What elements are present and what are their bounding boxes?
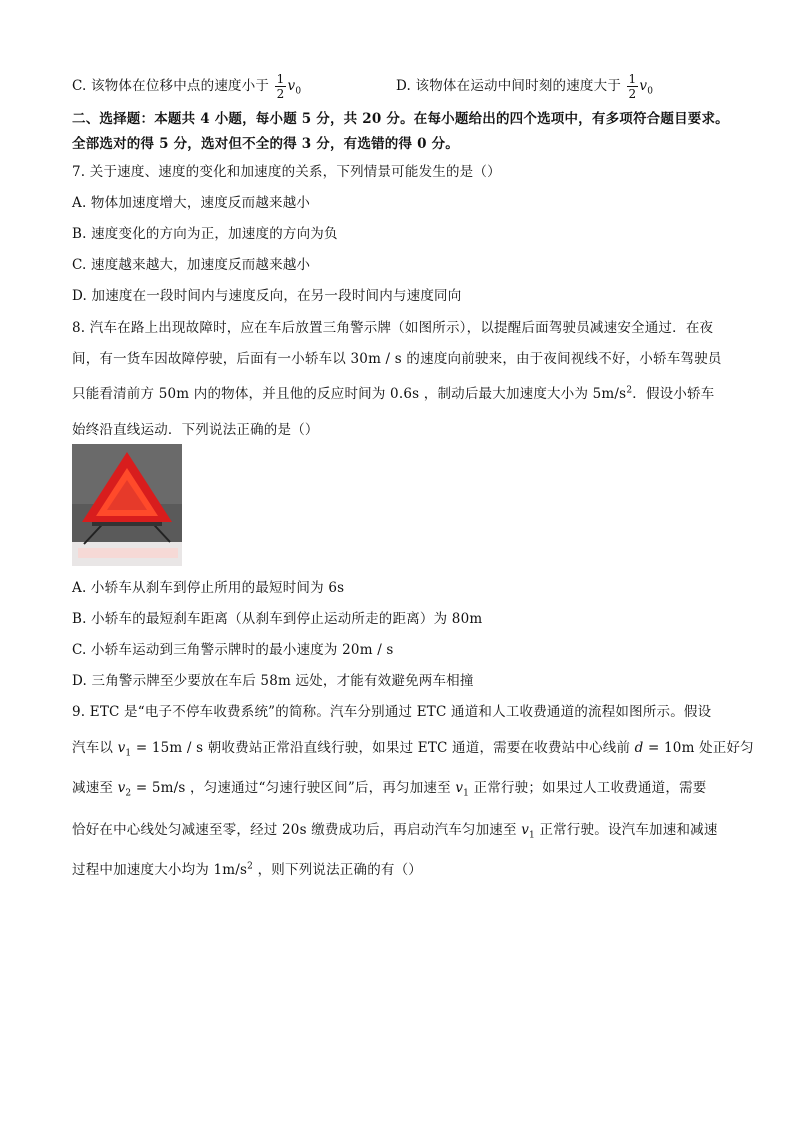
var-v: v <box>117 740 126 756</box>
q7-stem: 7. 关于速度、速度的变化和加速度的关系，下列情景可能发生的是（） <box>72 164 501 180</box>
var-v: v <box>455 780 464 796</box>
q6-option-c-text: C. 该物体在位移中点的速度小于 <box>72 78 270 94</box>
q7-option-b: B. 速度变化的方向为正，加速度的方向为负 <box>72 226 338 242</box>
q8-option-d: D. 三角警示牌至少要放在车后 58m 远处，才能有效避免两车相撞 <box>72 673 474 689</box>
q9-line3-a: 减速至 <box>72 780 118 796</box>
q8-option-c: C. 小轿车运动到三角警示牌时的最小速度为 20m / s <box>72 642 394 658</box>
q9-line4 <box>72 818 718 841</box>
q9-line1: 9. ETC 是“电子不停车收费系统”的简称。汽车分别通过 ETC 通道和人工收费通道的流程如图所示。假设 <box>72 704 712 720</box>
section2-line2: 全部选对的得 5 分，选对但不全的得 3 分，有选错的得 0 分。 <box>72 136 459 152</box>
q8-stem-line4: 始终沿直线运动．下列说法正确的是（） <box>72 422 319 438</box>
q8-stem-line2: 间，有一货车因故障停驶，后面有一小轿车以 30m / s 的速度向前驶来，由于夜间视线不好，小轿车驾驶员 <box>72 351 722 367</box>
q9-line2-c: = 10m 处正好匀 <box>643 740 754 756</box>
frac-num: 1 <box>276 72 285 86</box>
q9-line2-b: = 15m / s 朝收费站正常沿直线行驶，如果过 ETC 通道，需要在收费站中心线前 <box>131 740 635 756</box>
var-d: d <box>634 740 644 756</box>
subscript: 1 <box>463 788 470 799</box>
q9-line5-a: 过程中加速度大小均为 1m/s <box>72 862 248 878</box>
frac-den: 2 <box>628 87 637 101</box>
var-v: v <box>287 78 296 94</box>
fraction <box>627 72 639 101</box>
q9-line5-b: ，则下列说法正确的有（） <box>253 862 423 878</box>
frac-num: 1 <box>628 72 637 86</box>
warning-triangle-photo <box>72 444 182 566</box>
q8-stem-line3-b: ．假设小轿车 <box>632 386 715 402</box>
subscript: 0 <box>295 86 302 97</box>
q6-option-d-text: D. 该物体在运动中间时刻的速度大于 <box>396 78 622 94</box>
q8-stem-line3-a: 只能看清前方 50m 内的物体，并且他的反应时间为 0.6s ，制动后最大加速度大小为 5m/s <box>72 386 627 402</box>
fraction <box>275 72 287 101</box>
q9-line4-b: 正常行驶。设汽车加速和减速 <box>534 822 718 838</box>
var-v: v <box>117 780 126 796</box>
q7-option-d: D. 加速度在一段时间内与速度反向，在另一段时间内与速度同向 <box>72 288 462 304</box>
warning-triangle-icon <box>72 444 182 566</box>
q9-line4-a: 恰好在中心线处匀减速至零，经过 20s 缴费成功后，再启动汽车匀加速至 <box>72 822 522 838</box>
section2-line1: 二、选择题：本题共 4 小题，每小题 5 分，共 20 分。在每小题给出的四个选项中，有多项符合题目要求。 <box>72 111 729 127</box>
q9-line3-c: 正常行驶；如果过人工收费通道，需要 <box>469 780 707 796</box>
q9-line5 <box>72 858 422 878</box>
q7-option-a: A. 物体加速度增大，速度反而越来越小 <box>72 195 311 211</box>
q8-option-a: A. 小轿车从刹车到停止所用的最短时间为 6s <box>72 580 345 596</box>
superscript: 2 <box>626 385 633 396</box>
q8-stem-line1: 8. 汽车在路上出现故障时，应在车后放置三角警示牌（如图所示），以提醒后面驾驶员减速安全通过．在夜 <box>72 320 714 336</box>
q8-option-b: B. 小轿车的最短刹车距离（从刹车到停止运动所走的距离）为 80m <box>72 611 483 627</box>
q9-line2-a: 汽车以 <box>72 740 118 756</box>
subscript: 2 <box>125 788 132 799</box>
q6-option-c <box>72 72 301 101</box>
q6-option-d <box>396 72 653 101</box>
superscript: 2 <box>247 861 254 872</box>
q9-line3-b: = 5m/s ，匀速通过“匀速行驶区间”后，再匀加速至 <box>131 780 456 796</box>
var-v: v <box>639 78 648 94</box>
subscript: 1 <box>529 830 535 841</box>
var-v: v <box>521 822 530 838</box>
q8-stem-line3 <box>72 382 714 402</box>
q7-option-c: C. 速度越来越大，加速度反而越来越小 <box>72 257 311 273</box>
subscript: 0 <box>647 86 654 97</box>
q9-line3 <box>72 776 706 799</box>
frac-den: 2 <box>276 87 285 101</box>
q9-line2 <box>72 736 754 759</box>
subscript: 1 <box>125 748 132 759</box>
